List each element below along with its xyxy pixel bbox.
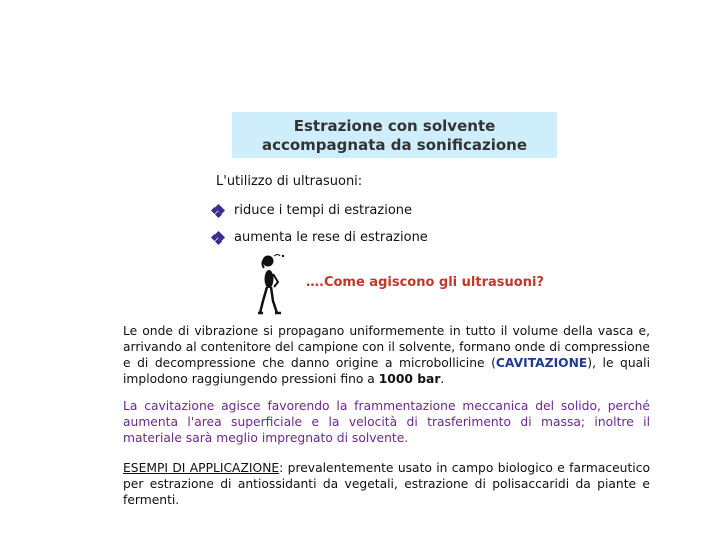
paragraph-text: Le onde di vibrazione si propagano uniformemente in tutto il volume della vasca e, arrivando al contenitore del campione con il solvente, formano onde di compressione e di decompressione che danno origine a microbollicine (	[123, 324, 650, 370]
paragraph-applications	[123, 460, 650, 508]
paragraph-effects: La cavitazione agisce favorendo la frammentazione meccanica del solido, perché aumenta l'area superficiale e la velocità di trasferimento di massa; inoltre il materiale sarà meglio impregnato di solvente.	[123, 399, 650, 445]
title-line-1: Estrazione con solvente	[293, 117, 496, 135]
paragraph-cavitazione	[123, 323, 650, 387]
question-text: ….Come agiscono gli ultrasuoni?	[306, 275, 544, 290]
intro-text: L'utilizzo di ultrasuoni:	[216, 174, 363, 189]
bullet-item	[212, 203, 412, 218]
pressure-value: 1000 bar	[378, 372, 441, 386]
thinking-figure-icon	[252, 252, 292, 316]
cavitazione-highlight: CAVITAZIONE	[495, 356, 588, 370]
paragraph-text: : prevalentemente usato in campo biologico e farmaceutico per estrazione di antiossidanti da vegetali, estrazione di polisaccaridi da piante e fermenti.	[123, 461, 650, 507]
bullet-text: aumenta le rese di estrazione	[234, 230, 428, 245]
diamond-bullet-icon	[212, 205, 224, 217]
diamond-bullet-icon	[212, 232, 224, 244]
bullet-text: riduce i tempi di estrazione	[234, 203, 413, 218]
paragraph-text: .	[440, 372, 445, 386]
applications-label: ESEMPI DI APPLICAZIONE	[123, 461, 280, 475]
slide-title	[232, 112, 557, 158]
title-line-2: accompagnata da sonificazione	[261, 136, 528, 154]
bullet-item	[212, 230, 428, 245]
paragraph-text: ), le quali implodono raggiungendo pressioni fino a	[123, 356, 650, 386]
